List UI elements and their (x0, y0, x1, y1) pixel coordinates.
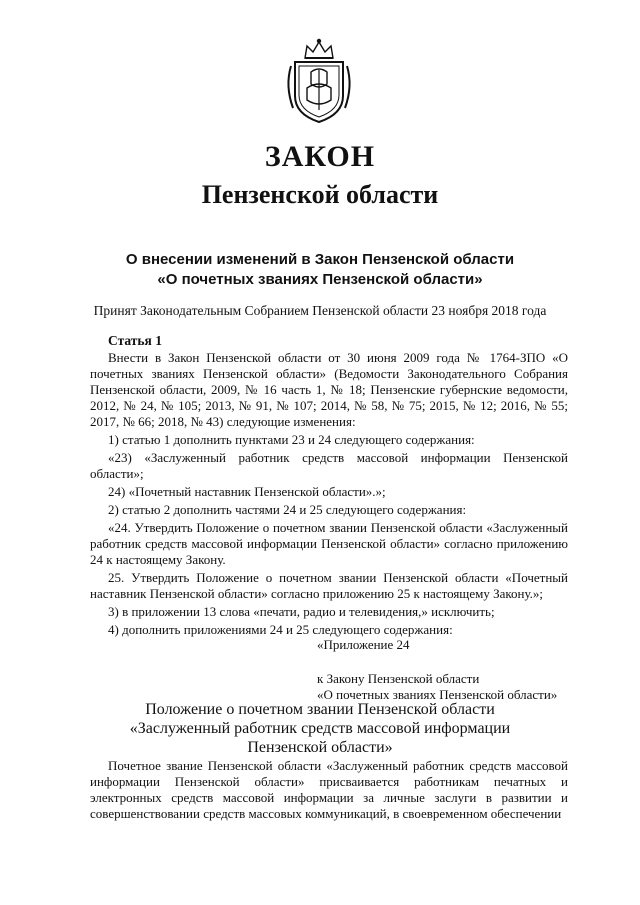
law-heading-line-1: О внесении изменений в Закон Пензенской области (125, 251, 515, 268)
paragraph: Внести в Закон Пензенской области от 30 июня 2009 года № 1764-ЗПО «О почетных званиях Пензенской области» (Ведомости Законодательного Собрания Пензенской области, 2009, № 16 часть 1, № 18; Пензенские губернские ведомости, 2012, № 24, № 105; 2013, № 91, № 107; 2014, № 58, № 75; 2015, № 12; 2016, № 55; 2017, № 66; 2018, № 43) следующие изменения: (90, 350, 568, 429)
appendix-ref-line-2: «О почетных званиях Пензенской области» (317, 687, 558, 702)
appendix-ref-line-1: к Закону Пензенской области (317, 671, 480, 686)
list-item: 3) в приложении 13 слова «печати, радио и телевидения,» исключить; (108, 604, 495, 619)
position-title-line-2: «Заслуженный работник средств массовой информации (129, 720, 511, 737)
position-title (0, 700, 640, 757)
list-item: 2) статью 2 дополнить частями 24 и 25 следующего содержания: (108, 502, 467, 517)
paragraph: Почетное звание Пензенской области «Заслуженный работник средств массовой информации Пензенской области» присваивается работникам печатных и электронных средств массовой информации за личные заслуги в развитии и совершенствовании средств массовых коммуникаций, в своевременном обеспечении (90, 758, 568, 821)
document-title: ЗАКОН (264, 140, 376, 173)
adoption-note: Принят Законодательным Собранием Пензенской области 23 ноября 2018 года (93, 303, 547, 318)
appendix-label: «Приложение 24 (317, 637, 410, 652)
penza-coat-of-arms-icon (281, 36, 357, 126)
appendix-header (317, 637, 557, 703)
list-item: 1) статью 1 дополнить пунктами 23 и 24 следующего содержания: (108, 432, 475, 447)
law-heading-line-2: «О почетных званиях Пензенской области» (157, 271, 483, 288)
paragraph: 25. Утвердить Положение о почетном звании Пензенской области «Почетный наставник Пензенской области» согласно приложению 25 к настоящему Закону.»; (90, 570, 568, 601)
article-body (90, 350, 568, 638)
article-heading: Статья 1 (108, 333, 162, 348)
paragraph: «23) «Заслуженный работник средств массовой информации Пензенской области»; (90, 450, 568, 481)
law-heading (0, 250, 640, 290)
position-title-line-3: Пензенской области» (247, 739, 393, 756)
list-item: 24) «Почетный наставник Пензенской области».»; (108, 484, 386, 499)
list-item: 4) дополнить приложениями 24 и 25 следующего содержания: (108, 622, 453, 637)
paragraph: «24. Утвердить Положение о почетном звании Пензенской области «Заслуженный работник средств массовой информации Пензенской области» согласно приложению 24 к настоящему Закону. (90, 520, 568, 567)
position-title-line-1: Положение о почетном звании Пензенской области (145, 701, 495, 718)
position-body (90, 758, 568, 822)
document-subtitle: Пензенской области (201, 180, 439, 209)
